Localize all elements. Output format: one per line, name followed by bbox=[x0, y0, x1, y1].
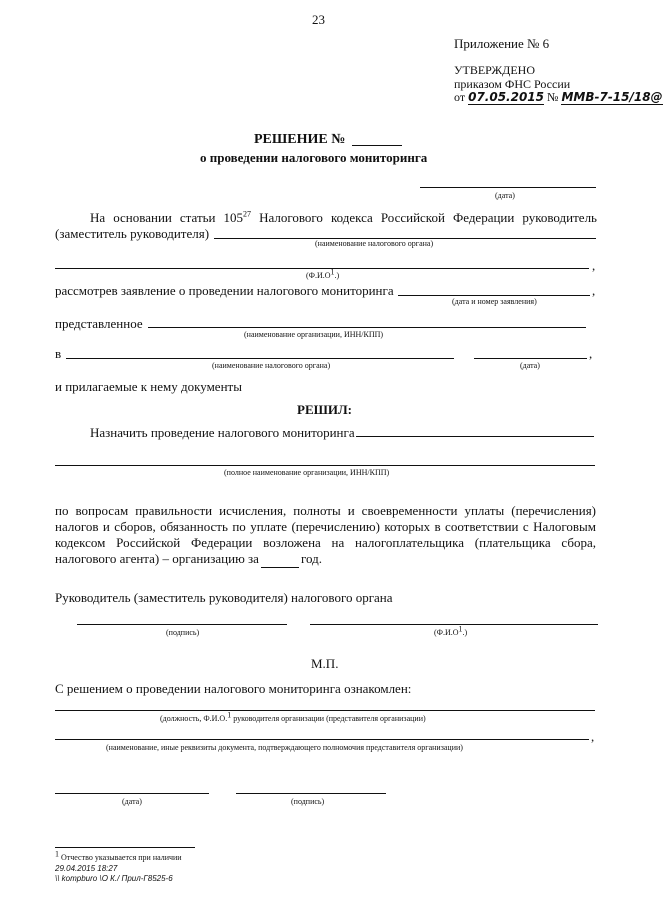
head-fio-caption-sup: 1 bbox=[458, 624, 463, 634]
signature-2-caption: (подпись) bbox=[291, 797, 325, 806]
full-org-line bbox=[55, 465, 595, 466]
fio-line bbox=[55, 268, 589, 269]
decided-heading: РЕШИЛ: bbox=[297, 402, 353, 417]
basis-line-1 bbox=[90, 210, 597, 226]
handwritten-date: 07.05.2015 bbox=[468, 90, 545, 104]
date-2-caption: (дата) bbox=[520, 361, 540, 370]
scope-line-4-year: год. bbox=[300, 551, 322, 566]
signature-2-line bbox=[236, 793, 386, 794]
fio-caption-tail: .) bbox=[334, 271, 340, 280]
considered-label: рассмотрев заявление о проведении налогового мониторинга bbox=[55, 283, 394, 298]
organization-caption: (наименование организации, ИНН/КПП) bbox=[244, 330, 384, 339]
fio-caption-text: (Ф.И.О bbox=[306, 271, 331, 280]
application-comma: , bbox=[592, 283, 596, 298]
footnote bbox=[55, 849, 182, 862]
date-3-line bbox=[55, 793, 209, 794]
scope-line-4 bbox=[55, 551, 322, 568]
deputy-head-label: (заместитель руководителя) bbox=[55, 226, 210, 241]
decision-subtitle: о проведении налогового мониторинга bbox=[200, 150, 428, 165]
from-prefix: от bbox=[454, 90, 466, 104]
assign-line bbox=[356, 436, 594, 437]
attached-label: и прилагаемые к нему документы bbox=[55, 379, 242, 394]
date-caption: (дата) bbox=[495, 191, 515, 200]
date-line bbox=[420, 187, 596, 188]
date-3-caption: (дата) bbox=[122, 797, 142, 806]
appendix-label: Приложение № 6 bbox=[454, 36, 550, 51]
head-signature-line bbox=[77, 624, 287, 625]
head-fio-caption-tail: .) bbox=[462, 628, 468, 637]
head-signature-caption: (подпись) bbox=[166, 628, 200, 637]
authority-doc-comma: , bbox=[591, 729, 595, 744]
tax-body-caption: (наименование налогового органа) bbox=[315, 239, 434, 248]
organization-line bbox=[148, 327, 586, 328]
print-stamp-path: \\ kompburo \О К./ Прил-Г8525-6 bbox=[55, 874, 173, 883]
footnote-text: Отчество указывается при наличии bbox=[59, 853, 182, 862]
footnote-separator bbox=[55, 847, 195, 848]
page-number: 23 bbox=[312, 12, 325, 27]
basis-text-a: На основании статьи 105 bbox=[90, 210, 244, 225]
in-label: в bbox=[55, 346, 62, 361]
authority-doc-line bbox=[55, 739, 589, 740]
order-date-line bbox=[454, 89, 663, 105]
tax-body-2-caption: (наименование налогового органа) bbox=[212, 361, 331, 370]
presented-label: представленное bbox=[55, 316, 143, 331]
number-prefix: № bbox=[547, 90, 559, 104]
article-sup: 27 bbox=[243, 209, 252, 219]
assign-label: Назначить проведение налогового мониторинга bbox=[90, 425, 355, 440]
basis-text-b: Налогового кодекса Российской Федерации руководитель bbox=[251, 210, 597, 225]
head-fio-caption-text: (Ф.И.О bbox=[434, 628, 459, 637]
scope-line-4-text: налогового агента) – организацию за bbox=[55, 551, 259, 566]
handwritten-number: ММВ-7-15/18@ bbox=[561, 90, 663, 104]
position-fio-line bbox=[55, 710, 595, 711]
decision-number-line bbox=[352, 145, 402, 146]
full-org-caption: (полное наименование организации, ИНН/КПП) bbox=[224, 468, 390, 477]
footnote-sup: 1 bbox=[55, 849, 59, 859]
head-fio-caption bbox=[434, 624, 468, 637]
print-stamp-date: 29.04.2015 18:27 bbox=[55, 864, 118, 873]
fio-caption-sup: 1 bbox=[330, 267, 335, 277]
head-label: Руководитель (заместитель руководителя) налогового органа bbox=[55, 590, 393, 605]
date-2-comma: , bbox=[589, 346, 593, 361]
order-label: приказом ФНС России bbox=[454, 77, 571, 91]
approved-label: УТВЕРЖДЕНО bbox=[454, 63, 536, 77]
scope-line-3: кодексом Российской Федерации возложена на налогоплательщика (плательщика сбора, bbox=[55, 535, 596, 550]
position-fio-caption-sup: 1 bbox=[227, 710, 232, 720]
fio-comma: , bbox=[592, 258, 596, 273]
scope-line-1: по вопросам правильности исчисления, полноты и своевременности уплаты (перечисления) bbox=[55, 503, 596, 518]
scope-line-2: налогов и сборов, обязанность по уплате (перечислению) которых в соответствии с Налоговым bbox=[55, 519, 596, 534]
application-line bbox=[398, 295, 590, 296]
position-fio-caption-a: (должность, Ф.И.О. bbox=[160, 714, 228, 723]
acquainted-label: С решением о проведении налогового мониторинга ознакомлен: bbox=[55, 681, 412, 696]
date-2-line bbox=[474, 358, 587, 359]
application-caption: (дата и номер заявления) bbox=[452, 297, 537, 306]
decision-title: РЕШЕНИЕ № bbox=[254, 132, 346, 147]
position-fio-caption-b: руководителя организации (представителя организации) bbox=[231, 714, 426, 723]
tax-body-2-line bbox=[66, 358, 454, 359]
fio-caption bbox=[306, 267, 340, 280]
authority-doc-caption: (наименование, иные реквизиты документа, подтверждающего полномочия представителя организации) bbox=[106, 743, 463, 752]
head-fio-line bbox=[310, 624, 598, 625]
position-fio-caption bbox=[160, 710, 426, 723]
year-blank bbox=[261, 551, 299, 568]
stamp-place-label: М.П. bbox=[311, 656, 339, 671]
